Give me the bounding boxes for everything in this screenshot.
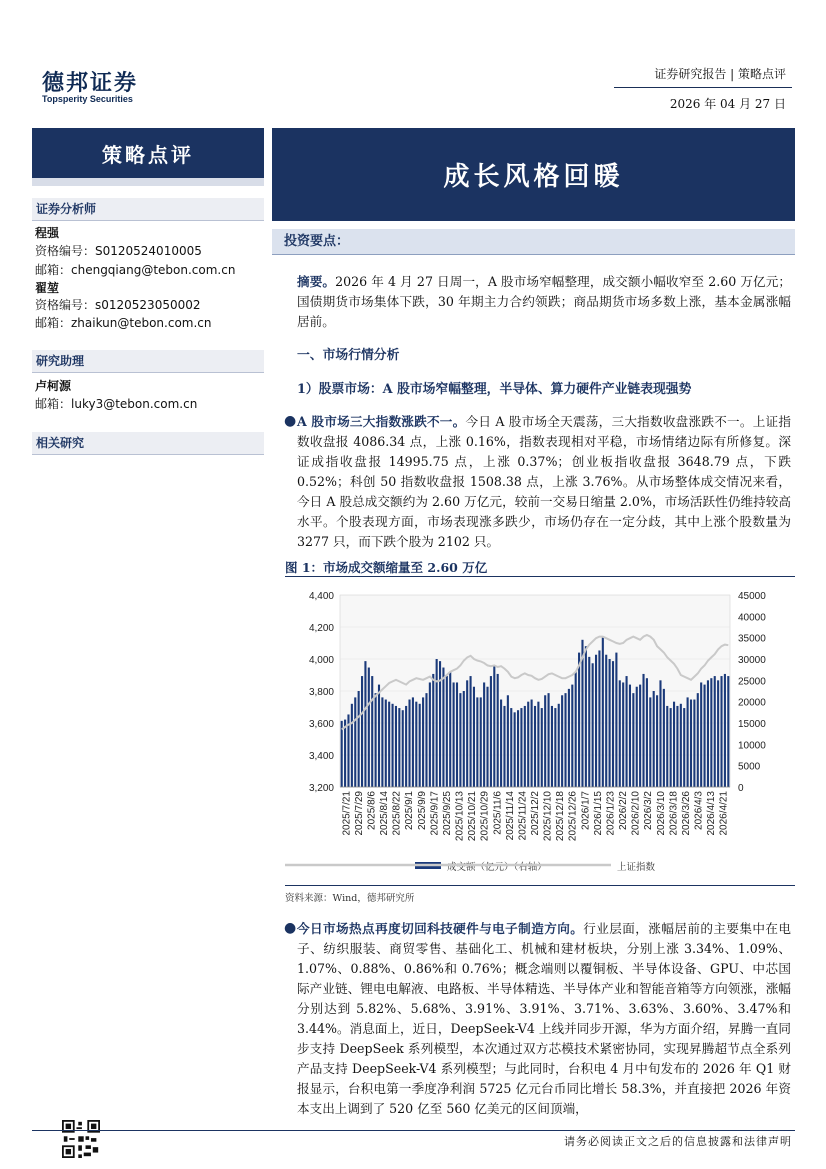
header-divider — [614, 87, 792, 88]
category-banner: 策略点评 — [32, 128, 264, 178]
turnover-bar — [371, 676, 373, 787]
turnover-bar — [609, 659, 611, 787]
turnover-bar — [429, 682, 431, 787]
x-axis-tick: 2025/11/14 — [504, 791, 516, 841]
turnover-bar — [612, 661, 614, 787]
subsection-heading: 1）股票市场：A 股市场窄幅整理，半导体、算力硬件产业链表现强势 — [297, 382, 692, 397]
turnover-bar — [649, 697, 651, 787]
turnover-bar — [507, 695, 509, 787]
footer-divider — [32, 1130, 795, 1131]
x-axis-tick: 2025/8/6 — [366, 791, 378, 830]
turnover-bar — [578, 653, 580, 787]
x-axis-tick: 2026/3/18 — [668, 791, 680, 836]
x-axis-tick: 2025/12/26 — [567, 791, 579, 842]
turnover-bar — [534, 706, 536, 787]
turnover-bar — [446, 676, 448, 787]
turnover-bar — [704, 685, 706, 787]
turnover-bar — [425, 693, 427, 787]
turnover-bar — [466, 680, 468, 787]
right-axis-tick: 5000 — [738, 761, 761, 773]
turnover-bar — [402, 710, 404, 787]
turnover-bar — [588, 657, 590, 787]
turnover-bar — [653, 691, 655, 787]
analyst-cert: 资格编号：S0120524010005 — [35, 244, 202, 258]
turnover-bar — [514, 712, 516, 787]
turnover-bar — [398, 708, 400, 787]
footer-disclaimer: 请务必阅读正文之后的信息披露和法律声明 — [564, 1135, 792, 1148]
turnover-bar — [358, 691, 360, 787]
left-axis-tick: 3,800 — [308, 687, 334, 698]
turnover-bar — [632, 693, 634, 787]
figure-top-rule — [285, 576, 795, 577]
turnover-bar — [510, 708, 512, 787]
turnover-bar — [707, 680, 709, 787]
turnover-bar — [687, 697, 689, 787]
company-logo: 德邦证券 — [42, 71, 139, 96]
turnover-bar — [524, 706, 526, 787]
x-axis — [340, 787, 730, 841]
bullet-paragraph — [297, 919, 791, 1119]
turnover-bar — [520, 708, 522, 787]
summary-text: 2026 年 4 月 27 日周一，A 股市场窄幅整理，成交额小幅收窄至 2.60 万亿元；国债期货市场集体下跌，30 年期主力合约领跌；商品期货市场多数上涨，基本金属涨幅居前。 — [297, 274, 792, 329]
turnover-bar — [727, 676, 729, 787]
turnover-bar — [442, 668, 444, 787]
right-axis — [738, 591, 766, 794]
x-axis-tick: 2025/11/6 — [492, 791, 504, 835]
turnover-bar — [483, 682, 485, 787]
report-title: 成长风格回暖 — [272, 128, 795, 221]
turnover-bar — [459, 693, 461, 787]
x-axis-tick: 2026/3/10 — [655, 791, 667, 836]
turnover-bar — [592, 663, 594, 787]
x-axis-tick: 2025/10/29 — [479, 791, 491, 842]
left-axis-tick: 3,600 — [308, 719, 334, 730]
turnover-bar — [561, 695, 563, 787]
summary-paragraph — [297, 272, 791, 332]
x-axis-tick: 2025/11/24 — [517, 791, 529, 841]
bullet-icon: ● — [284, 920, 297, 936]
turnover-bar — [571, 685, 573, 787]
turnover-bar — [558, 704, 560, 787]
turnover-bar — [480, 697, 482, 787]
analyst-email[interactable]: 邮箱：chengqiang@tebon.com.cn — [35, 263, 236, 277]
bullet-icon: ● — [284, 413, 297, 429]
analyst-name: 翟堃 — [35, 281, 60, 295]
turnover-bar — [473, 687, 475, 787]
analyst-email[interactable]: 邮箱：zhaikun@tebon.com.cn — [35, 316, 212, 330]
report-type: 证券研究报告 | 策略点评 — [654, 67, 786, 81]
right-axis-tick: 45000 — [738, 591, 766, 602]
turnover-bar — [381, 697, 383, 787]
left-axis-tick: 4,400 — [308, 591, 334, 602]
x-axis-tick: 2026/2/10 — [630, 791, 642, 836]
turnover-bar — [575, 672, 577, 787]
turnover-bar — [408, 700, 410, 787]
right-axis-tick: 25000 — [738, 676, 766, 688]
left-axis-tick: 4,000 — [308, 655, 334, 666]
turnover-bar — [490, 676, 492, 787]
turnover-bar — [344, 720, 346, 787]
turnover-bar — [626, 676, 628, 787]
turnover-bar — [449, 672, 451, 787]
related-research-heading: 相关研究 — [32, 432, 264, 455]
right-axis-tick: 40000 — [738, 612, 766, 624]
x-axis-tick: 2025/9/17 — [429, 791, 441, 836]
turnover-bar — [476, 697, 478, 787]
x-axis-tick: 2025/10/13 — [454, 791, 466, 842]
investment-highlights-heading: 投资要点： — [272, 229, 795, 255]
x-axis-tick: 2025/7/21 — [341, 791, 353, 836]
turnover-bar — [500, 700, 502, 787]
turnover-bar — [622, 682, 624, 787]
x-axis-tick: 2026/4/13 — [706, 791, 718, 836]
turnover-bar — [646, 678, 648, 787]
left-axis — [309, 591, 334, 794]
turnover-bar — [388, 702, 390, 787]
turnover-bar — [605, 655, 607, 787]
turnover-bar — [680, 704, 682, 787]
turnover-bar — [676, 706, 678, 787]
turnover-bar — [470, 676, 472, 787]
legend-line-label: 上证指数 — [617, 862, 656, 873]
turnover-bar — [395, 706, 397, 787]
turnover-bar — [717, 680, 719, 787]
left-axis-tick: 4,200 — [308, 623, 334, 634]
analyst-section-heading: 证券分析师 — [32, 198, 264, 221]
right-axis-tick: 35000 — [738, 633, 766, 645]
x-axis-tick: 2025/8/14 — [379, 791, 391, 836]
turnover-bar — [392, 704, 394, 787]
turnover-bar — [683, 708, 685, 787]
turnover-bar — [497, 674, 499, 787]
turnover-bar — [720, 676, 722, 787]
turnover-bar — [656, 695, 658, 787]
turnover-bar — [385, 700, 387, 787]
x-axis-tick: 2025/8/22 — [391, 791, 403, 836]
assistant-section-heading: 研究助理 — [32, 350, 264, 373]
turnover-bar — [551, 706, 553, 787]
turnover-bar — [456, 682, 458, 787]
turnover-bar — [486, 687, 488, 787]
turnover-bar — [615, 653, 617, 787]
turnover-bar — [673, 702, 675, 787]
turnover-bar — [639, 685, 641, 787]
right-axis-tick: 30000 — [738, 655, 766, 666]
x-axis-tick: 2025/10/21 — [467, 791, 479, 842]
x-axis-tick: 2025/7/29 — [353, 791, 365, 836]
turnover-bar — [527, 702, 529, 787]
report-date: 2026 年 04 月 27 日 — [669, 97, 786, 111]
turnover-bar — [666, 706, 668, 787]
turnover-bar — [693, 700, 695, 787]
turnover-bar — [364, 661, 366, 787]
x-axis-tick: 2025/9/9 — [416, 791, 428, 830]
turnover-bar — [690, 700, 692, 787]
turnover-bar — [351, 704, 353, 787]
right-axis-tick: 10000 — [738, 740, 766, 752]
turnover-bar — [537, 702, 539, 787]
assistant-email[interactable]: 邮箱：luky3@tebon.com.cn — [35, 397, 198, 411]
bullet-text: 今日 A 股市场全天震荡，三大指数收盘涨跌不一。上证指数收盘报 4086.34 点，上涨 0.16%，指数表现相对平稳，市场情绪边际有所修复。深证成指收盘报 14995.75 点，上涨 0.37%；创业板指收盘报 3648.79 点，下跌 0.52%；科创 50 指数收盘报 1508.38 点，上涨 3.76%。从市场整体成交情况来看，今日 A 股总成交额约为 2.60 万亿元，较前一交易日缩量 2.0%，市场活跃性仍维持较高水平。个股表现方面，市场表现涨多跌少，市场仍存在一定分歧，其中上涨个股数量为 3277 只，而下跌个股为 2102 只。 — [297, 414, 791, 549]
bullet-text: 行业层面，涨幅居前的主要集中在电子、纺织服装、商贸零售、基础化工、机械和建材板块，分别上涨 3.34%、1.09%、1.07%、0.88%、0.86%和 0.76%；概念端则以覆铜板、半导体设备、GPU、中芯国际产业链、锂电电解液、电路板、半导体精选、半导体产业和智能音箱等方向领涨，涨幅分别达到 5.82%、5.68%、3.91%、3.91%、3.71%、3.63%、3.60%、3.47%和 3.44%。消息面上，近日，DeepSeek-V4 上线并同步开源，华为方面介绍，昇腾一直同步支持 DeepSeek 系列模型，本次通过双方芯模技术紧密协同，实现昇腾超节点全系列产品支持 DeepSeek-V4 系列模型；与此同时，台积电 4 月中旬发布的 2026 年 Q1 财报显示，台积电第一季度净利润 5725 亿元台币同比增长 58.3%，并直接把 2026 年资本支出上调到了 520 亿至 560 亿美元的区间顶端， — [297, 921, 792, 1116]
turnover-bar — [453, 682, 455, 787]
x-axis-tick: 2026/1/15 — [592, 791, 604, 836]
right-axis-tick: 0 — [738, 783, 744, 794]
turnover-bar — [602, 638, 604, 787]
left-axis-tick: 3,400 — [308, 751, 334, 762]
turnover-bar — [531, 700, 533, 787]
turnover-bar — [415, 702, 417, 787]
company-logo-english: Topsperity Securities — [42, 94, 133, 104]
turnover-bar — [548, 693, 550, 787]
turnover-bar — [432, 674, 434, 787]
turnover-bar — [419, 704, 421, 787]
figure-bottom-rule — [285, 885, 795, 886]
turnover-bar — [378, 685, 380, 787]
turnover-bar — [714, 676, 716, 787]
turnover-bar — [564, 693, 566, 787]
figure-title: 图 1：市场成交额缩量至 2.60 万亿 — [285, 560, 488, 575]
turnover-bar — [585, 646, 587, 787]
turnover-bar — [636, 687, 638, 787]
x-axis-tick: 2026/4/3 — [693, 791, 705, 830]
turnover-bar — [341, 721, 343, 787]
turnover-bar — [568, 689, 570, 787]
banner-shadow — [32, 178, 264, 186]
analyst-name: 程强 — [35, 226, 60, 240]
turnover-bar — [503, 706, 505, 787]
turnover-bar — [541, 708, 543, 787]
turnover-bar — [659, 680, 661, 787]
legend-bar-label: 成交额（亿元）（右轴） — [447, 862, 547, 873]
right-axis-tick: 20000 — [738, 697, 766, 709]
x-axis-tick: 2026/1/23 — [605, 791, 617, 836]
turnover-bar — [517, 710, 519, 787]
turnover-bar — [554, 708, 556, 787]
x-axis-tick: 2026/3/26 — [680, 791, 692, 836]
qr-code-icon — [62, 1120, 100, 1158]
x-axis-tick: 2025/9/1 — [404, 791, 416, 830]
figure-source: 资料来源：Wind，德邦研究所 — [285, 893, 415, 904]
turnover-bar — [642, 674, 644, 787]
turnover-bar — [598, 650, 600, 787]
turnover-bar — [493, 665, 495, 787]
turnover-bar — [710, 678, 712, 787]
x-axis-tick: 2026/2/2 — [618, 791, 630, 830]
turnover-chart — [285, 580, 795, 880]
bullet-lead: 今日市场热点再度切回科技硬件与电子制造方向。 — [297, 921, 584, 936]
x-axis-tick: 2025/9/25 — [441, 791, 453, 836]
turnover-bar — [375, 693, 377, 787]
x-axis-tick: 2026/3/2 — [643, 791, 655, 830]
x-axis-tick: 2025/12/10 — [542, 791, 554, 842]
assistant-name: 卢柯源 — [35, 379, 72, 393]
analyst-cert: 资格编号：s0120523050002 — [35, 298, 201, 312]
bullet-paragraph — [297, 412, 791, 552]
turnover-bar — [405, 706, 407, 787]
chart-legend — [285, 861, 656, 873]
turnover-bar — [422, 697, 424, 787]
turnover-bar — [463, 691, 465, 787]
turnover-bar — [697, 693, 699, 787]
turnover-bar — [724, 674, 726, 787]
turnover-bar — [700, 682, 702, 787]
turnover-bar — [619, 680, 621, 787]
bullet-lead: A 股市场三大指数涨跌不一。 — [297, 414, 466, 429]
turnover-bar — [629, 685, 631, 787]
turnover-bar — [361, 676, 363, 787]
turnover-bar — [436, 659, 438, 787]
turnover-bar — [368, 668, 370, 787]
summary-label: 摘要。 — [297, 274, 336, 289]
turnover-bar — [412, 697, 414, 787]
section-heading: 一、市场行情分析 — [297, 348, 400, 363]
x-axis-tick: 2026/4/21 — [718, 791, 730, 836]
left-axis-tick: 3,200 — [308, 783, 334, 794]
turnover-bar — [354, 697, 356, 787]
turnover-bar — [670, 708, 672, 787]
turnover-bar — [595, 655, 597, 787]
turnover-bar — [544, 695, 546, 787]
x-axis-tick: 2025/12/2 — [530, 791, 541, 836]
x-axis-tick: 2025/12/18 — [555, 791, 567, 842]
right-axis-tick: 15000 — [738, 719, 766, 730]
turnover-bar — [581, 640, 583, 787]
x-axis-tick: 2026/1/7 — [580, 791, 592, 830]
turnover-bar — [663, 689, 665, 787]
